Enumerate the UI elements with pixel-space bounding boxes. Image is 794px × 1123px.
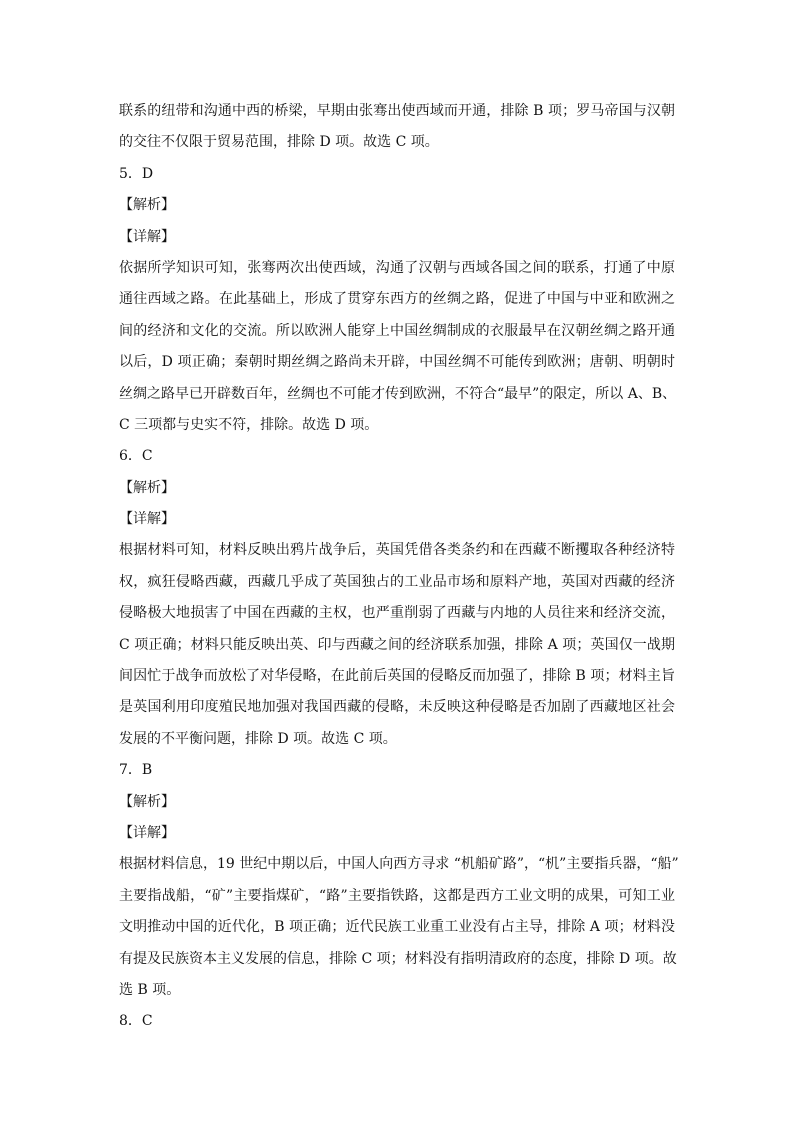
- paragraph-line: 主要指战船，“矿”主要指煤矿，“路”主要指铁路，这都是西方工业文明的成果，可知工业: [119, 887, 675, 904]
- paragraph-line: 联系的纽带和沟通中西的桥梁，早期由张骞出使西域而开通，排除 B 项；罗马帝国与汉朝: [119, 103, 675, 119]
- paragraph-line: 文明推动中国的近代化，B 项正确；近代民族工业重工业没有占主导，排除 A 项；材料没: [119, 919, 675, 936]
- paragraph-line: C 三项都与史实不符，排除。故选 D 项。: [119, 416, 379, 433]
- paragraph-line: 根据材料信息，19 世纪中期以后，中国人向西方寻求 “机船矿路”，“机”主要指兵器，“船”: [119, 856, 679, 873]
- paragraph-line: 间因忙于战争而放松了对华侵略，在此前后英国的侵略反而加强了，排除 B 项；材料主旨: [119, 668, 675, 685]
- paragraph-line: 间的经济和文化的交流。所以欧洲人能穿上中国丝绸制成的衣服最早在汉朝丝绸之路开通: [119, 322, 675, 339]
- analysis-heading: 【解析】: [119, 197, 175, 214]
- paragraph-line: C 项正确；材料只能反映出英、印与西藏之间的经济联系加强，排除 A 项；英国仅一战期: [119, 636, 675, 653]
- paragraph-line: 根据材料可知，材料反映出鸦片战争后，英国凭借各类条约和在西藏不断攫取各种经济特: [119, 542, 675, 559]
- detail-heading: 【详解】: [119, 824, 175, 841]
- detail-heading: 【详解】: [119, 511, 175, 528]
- detail-heading: 【详解】: [119, 228, 175, 245]
- paragraph-line: 以后，D 项正确；秦朝时期丝绸之路尚未开辟，中国丝绸不可能传到欧洲；唐朝、明朝时: [119, 354, 675, 371]
- paragraph-line: 依据所学知识可知，张骞两次出使西域，沟通了汉朝与西域各国之间的联系，打通了中原: [119, 259, 675, 276]
- paragraph-line: 的交往不仅限于贸易范围，排除 D 项。故选 C 项。: [119, 134, 439, 151]
- paragraph-line: 权，疯狂侵略西藏，西藏几乎成了英国独占的工业品市场和原料产地，英国对西藏的经济: [119, 573, 675, 590]
- paragraph-line: 通往西域之路。在此基础上，形成了贯穿东西方的丝绸之路，促进了中国与中亚和欧洲之: [119, 291, 675, 308]
- paragraph-line: 发展的不平衡问题，排除 D 项。故选 C 项。: [119, 730, 397, 747]
- paragraph-line: 是英国利用印度殖民地加强对我国西藏的侵略，未反映这种侵略是否加剧了西藏地区社会: [119, 699, 675, 716]
- paragraph-line: 有提及民族资本主义发展的信息，排除 C 项；材料没有指明清政府的态度，排除 D 项。故: [119, 950, 677, 967]
- analysis-heading: 【解析】: [119, 793, 175, 810]
- question-answer-5: 5．D: [119, 165, 154, 182]
- document-page: [119, 96, 679, 1038]
- paragraph-line: 丝绸之路早已开辟数百年，丝绸也不可能才传到欧洲，不符合“最早”的限定，所以 A、B、: [119, 385, 677, 402]
- analysis-heading: 【解析】: [119, 479, 175, 496]
- paragraph-line: 侵略极大地损害了中国在西藏的主权，也严重削弱了西藏与内地的人员往来和经济交流，: [119, 605, 675, 622]
- question-answer-6: 6．C: [119, 448, 153, 465]
- question-answer-7: 7．B: [119, 762, 153, 779]
- question-answer-8: 8．C: [119, 1013, 153, 1030]
- paragraph-line: 选 B 项。: [119, 981, 181, 998]
